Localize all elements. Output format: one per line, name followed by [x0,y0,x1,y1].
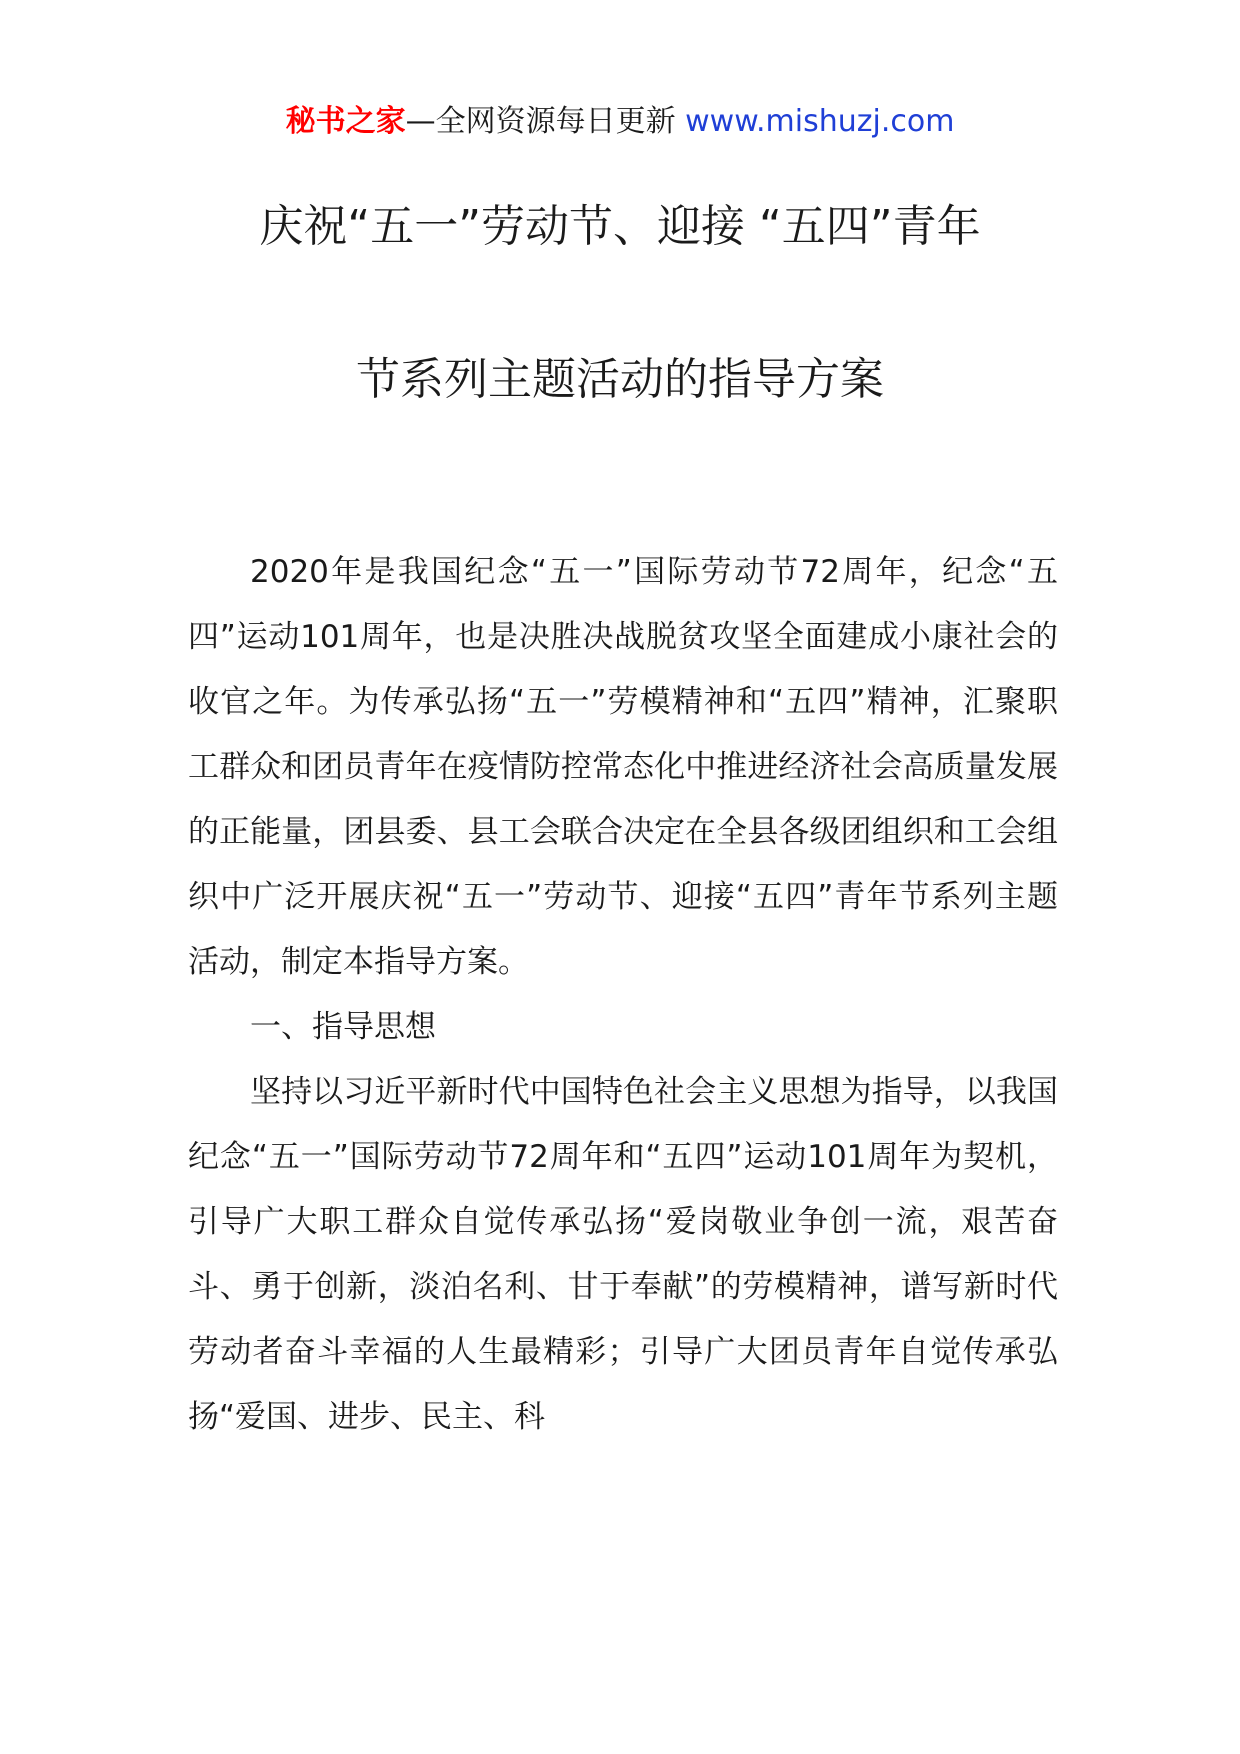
intro-paragraph: 2020年是我国纪念“五一”国际劳动节72周年，纪念“五四”运动101周年，也是决胜决战脱贫攻坚全面建成小康社会的收官之年。为传承弘扬“五一”劳模精神和“五四”精神，汇聚职工群众和团员青年在疫情防控常态化中推进经济社会高质量发展的正能量，团县委、县工会联合决定在全县各级团组织和工会组织中广泛开展庆祝“五一”劳动节、迎接“五四”青年节系列主题活动，制定本指导方案。 [188,554,1058,980]
header-slogan: —全网资源每日更新 [405,104,686,139]
section-paragraph-guiding-thought: 坚持以习近平新时代中国特色社会主义思想为指导，以我国纪念“五一”国际劳动节72周年和“五四”运动101周年为契机，引导广大职工群众自觉传承弘扬“爱岗敬业争创一流，艰苦奋斗、勇于创新，淡泊名利、甘于奉献”的劳模精神，谱写新时代劳动者奋斗幸福的人生最精彩；引导广大团员青年自觉传承弘扬“爱国、进步、民主、科 [188,1074,1058,1435]
document-body [188,540,1058,1450]
brand-name: 秘书之家 [285,104,406,139]
document-title-line-1: 庆祝“五一”劳动节、迎接 “五四”青年 [259,201,981,252]
site-url-link[interactable]: www.mishuzj.com [685,104,955,139]
section-heading-guiding-thought: 一、指导思想 [250,1009,436,1045]
site-header [0,100,1240,144]
document-title-line-2: 节系列主题活动的指导方案 [356,354,884,405]
